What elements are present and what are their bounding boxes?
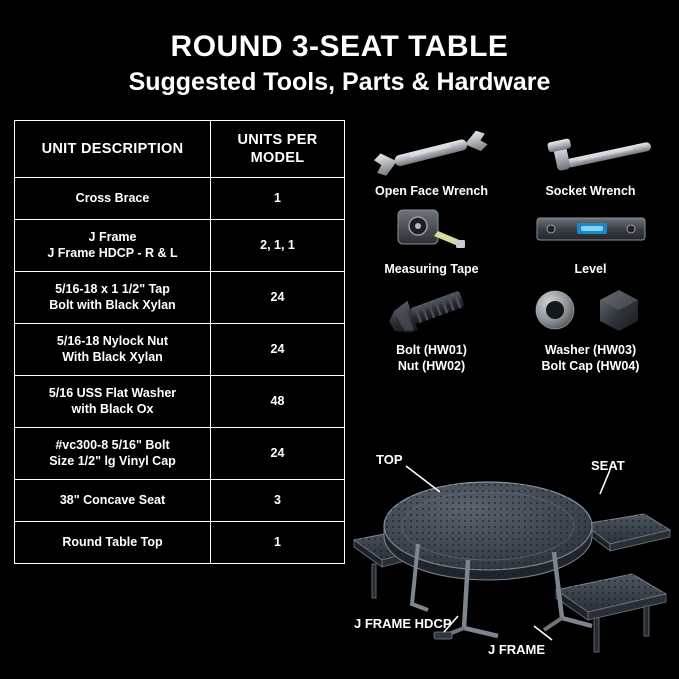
tool-label: [352, 262, 511, 278]
page-title: ROUND 3-SEAT TABLE: [170, 30, 509, 63]
callout-seat: SEAT: [591, 458, 625, 473]
row-description-line1: 5/16-18 Nylock Nut: [56, 334, 169, 349]
tool-label: [352, 343, 511, 374]
row-description-line2: J Frame HDCP - R & L: [47, 245, 178, 260]
row-description-line1: #vc300-8 5/16" Bolt: [55, 438, 170, 453]
row-description-line2: with Black Ox: [71, 401, 154, 416]
row-description: [15, 376, 211, 428]
row-units: 24: [211, 272, 345, 324]
row-description: [15, 324, 211, 376]
tool-item-measuring-tape: [352, 202, 511, 278]
tool-label-line2: Bolt Cap (HW04): [541, 358, 640, 373]
title-block: [0, 30, 679, 97]
tool-item-level: [511, 202, 670, 278]
tool-item-open-face-wrench: [352, 124, 511, 200]
row-units: 48: [211, 376, 345, 428]
table-row: [15, 178, 345, 220]
tool-label-line1: Washer (HW03): [544, 343, 637, 358]
column-header-description: UNIT DESCRIPTION: [15, 121, 211, 178]
table-row: [15, 324, 345, 376]
column-header-units-line2: MODEL: [250, 150, 305, 167]
row-units: 2, 1, 1: [211, 220, 345, 272]
product-illustration: [348, 440, 676, 672]
tool-label-line1: Open Face Wrench: [375, 184, 488, 198]
table-header-row: [15, 121, 345, 178]
tools-panel: [352, 124, 670, 375]
row-units: 1: [211, 178, 345, 220]
washer-bolt-cap-icon: [511, 279, 670, 341]
row-units: 24: [211, 428, 345, 480]
row-description: [15, 220, 211, 272]
level-icon: [511, 202, 670, 260]
row-description: [15, 522, 211, 564]
row-description-line2: Size 1/2" lg Vinyl Cap: [49, 453, 176, 468]
row-description: [15, 480, 211, 522]
tool-label-line2: Nut (HW02): [397, 358, 466, 373]
socket-wrench-icon: [511, 124, 670, 182]
seat-right-front: [556, 574, 666, 652]
tool-item-socket-wrench: [511, 124, 670, 200]
table-row: [15, 272, 345, 324]
row-description: [15, 178, 211, 220]
row-units: 24: [211, 324, 345, 376]
tool-label-line1: Measuring Tape: [384, 261, 479, 276]
table-row: [15, 522, 345, 564]
row-description-line1: Round Table Top: [62, 534, 163, 549]
callout-top: TOP: [376, 452, 403, 467]
tool-label: [511, 262, 670, 278]
page-subtitle: Suggested Tools, Parts & Hardware: [128, 68, 551, 96]
callout-j-frame-hdcp: J FRAME HDCP: [354, 616, 452, 631]
table-row: [15, 376, 345, 428]
open-face-wrench-icon: [352, 124, 511, 182]
row-description: [15, 272, 211, 324]
column-header-units-line1: UNITS PER: [237, 132, 318, 148]
bolt-nut-icon: [352, 279, 511, 341]
table-row: [15, 220, 345, 272]
tool-label: [511, 184, 670, 200]
callout-j-frame: J FRAME: [488, 642, 546, 657]
row-description-line1: Cross Brace: [75, 190, 150, 205]
measuring-tape-icon: [352, 202, 511, 260]
row-units: 3: [211, 480, 345, 522]
row-description-line1: 5/16-18 x 1 1/2" Tap: [55, 282, 170, 297]
tool-label-line1: Bolt (HW01): [396, 343, 467, 358]
row-description-line1: J Frame: [88, 230, 137, 245]
tools-grid: [352, 124, 670, 375]
row-description-line2: With Black Xylan: [62, 349, 163, 364]
tool-label: [352, 184, 511, 200]
row-description-line1: 5/16 USS Flat Washer: [48, 386, 177, 401]
seat-right-upper: [584, 514, 670, 551]
parts-table: [14, 120, 345, 564]
row-description-line2: Bolt with Black Xylan: [49, 297, 176, 312]
row-units: 1: [211, 522, 345, 564]
column-header-units: [211, 121, 345, 178]
table-row: [15, 428, 345, 480]
round-table-drawing: [348, 440, 676, 672]
tool-label-line1: Socket Wrench: [545, 184, 636, 198]
table-row: [15, 480, 345, 522]
tool-item-bolt-nut: [352, 279, 511, 374]
tool-label-line1: Level: [574, 261, 607, 276]
row-description-line1: 38" Concave Seat: [59, 492, 166, 507]
tool-item-washer-bolt-cap: [511, 279, 670, 374]
row-description: [15, 428, 211, 480]
tool-label: [511, 343, 670, 374]
